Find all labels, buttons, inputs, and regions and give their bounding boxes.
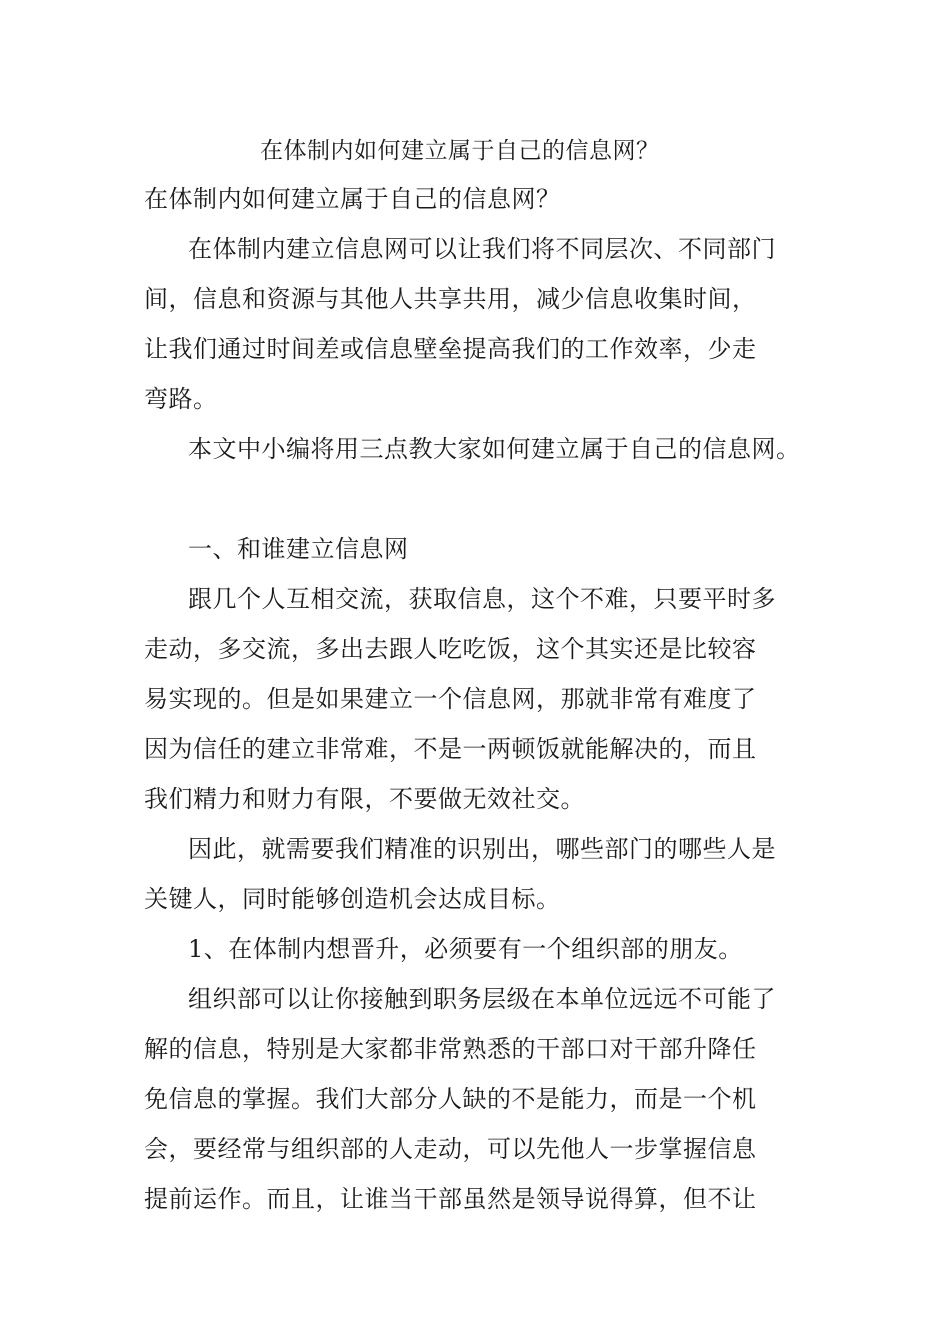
intro-line: 弯路。 xyxy=(144,385,218,413)
intro-line: 在体制内建立信息网可以让我们将不同层次、不同部门 xyxy=(188,235,776,263)
intro-line: 让我们通过时间差或信息壁垒提高我们的工作效率，少走 xyxy=(144,335,757,363)
paragraph-line: 提前运作。而且，让谁当干部虽然是领导说得算，但不让 xyxy=(144,1185,757,1213)
section-heading: 一、和谁建立信息网 xyxy=(188,535,409,563)
paragraph-line: 走动，多交流，多出去跟人吃吃饭，这个其实还是比较容 xyxy=(144,635,757,663)
paragraph-line: 组织部可以让你接触到职务层级在本单位远远不可能了 xyxy=(188,985,776,1013)
paragraph-line: 解的信息，特别是大家都非常熟悉的干部口对干部升降任 xyxy=(144,1035,757,1063)
paragraph-line: 跟几个人互相交流，获取信息，这个不难，只要平时多 xyxy=(188,585,776,613)
point-heading: 1、在体制内想晋升，必须要有一个组织部的朋友。 xyxy=(188,935,743,963)
paragraph-line: 会，要经常与组织部的人走动，可以先他人一步掌握信息 xyxy=(144,1135,757,1163)
intro-line: 间，信息和资源与其他人共享共用，减少信息收集时间， xyxy=(144,285,757,313)
paragraph-line: 因为信任的建立非常难，不是一两顿饭就能解决的，而且 xyxy=(144,735,757,763)
overview-paragraph: 本文中小编将用三点教大家如何建立属于自己的信息网。 xyxy=(188,435,801,463)
paragraph-line: 我们精力和财力有限，不要做无效社交。 xyxy=(144,785,585,813)
paragraph-line: 易实现的。但是如果建立一个信息网，那就非常有难度了 xyxy=(144,685,757,713)
document-title: 在体制内如何建立属于自己的信息网？ xyxy=(260,138,660,164)
paragraph-line: 关键人，同时能够创造机会达成目标。 xyxy=(144,885,561,913)
document-subtitle: 在体制内如何建立属于自己的信息网？ xyxy=(144,185,561,213)
paragraph-line: 免信息的掌握。我们大部分人缺的不是能力，而是一个机 xyxy=(144,1085,757,1113)
paragraph-line: 因此，就需要我们精准的识别出，哪些部门的哪些人是 xyxy=(188,835,776,863)
